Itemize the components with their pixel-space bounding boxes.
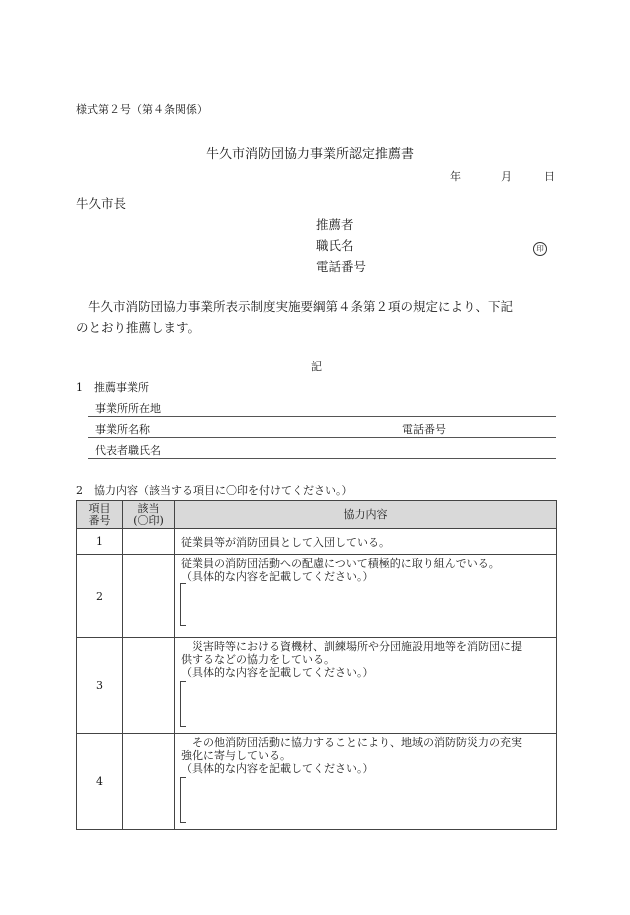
office-address-label: 事業所所在地: [95, 402, 161, 415]
row-number: 4: [77, 734, 123, 830]
table-header-row: [77, 501, 557, 529]
date-year: 年: [450, 170, 461, 183]
representative-label: 代表者職氏名: [95, 444, 161, 457]
row-content-line2: 供するなどの協力をしている。: [181, 653, 335, 666]
detail-bracket: [180, 583, 186, 626]
row-check-cell[interactable]: [123, 734, 175, 830]
office-name-label: 事業所名称: [95, 423, 150, 436]
row-content-line2: 強化に寄与している。: [181, 749, 291, 762]
row-content-line1: 従業員等が消防団員として入団している。: [181, 535, 390, 549]
form-id: 様式第２号（第４条関係）: [76, 103, 208, 116]
header-check: [123, 501, 175, 529]
detail-bracket: [180, 777, 186, 823]
row-content-detail: （具体的な内容を記載してください。）: [181, 666, 374, 679]
row-content-line1: 災害時等における資機材、訓練場所や分団施設用地等を消防団に提: [181, 640, 522, 653]
seal-icon: 印: [533, 242, 547, 256]
row-number: 1: [77, 529, 123, 555]
recommender-heading: 推薦者: [316, 217, 354, 232]
office-phone-label: 電話番号: [402, 423, 446, 436]
row-content-box: [175, 734, 556, 829]
address-rule: [88, 416, 556, 417]
date-day: 日: [544, 170, 555, 183]
table-row: [77, 555, 557, 638]
row-number: 3: [77, 638, 123, 734]
row-content: [175, 555, 557, 638]
row-content-detail: （具体的な内容を記載してください。）: [181, 762, 374, 775]
row-content: [175, 734, 557, 830]
detail-bracket: [180, 681, 186, 727]
date-month: 月: [501, 170, 512, 183]
name-rule: [88, 437, 556, 438]
header-content: 協力内容: [175, 501, 557, 529]
header-item-no-line1: 項目: [88, 501, 111, 515]
seal-mark: [533, 236, 547, 256]
row-content: [175, 529, 557, 555]
row-check-cell[interactable]: [123, 529, 175, 555]
rep-rule: [88, 458, 556, 459]
cooperation-table: [76, 500, 557, 830]
table-row: [77, 734, 557, 830]
table-row: [77, 529, 557, 555]
row-check-cell[interactable]: [123, 638, 175, 734]
row-content-detail: （具体的な内容を記載してください。）: [181, 570, 374, 583]
header-item-no: [77, 501, 123, 529]
body-line-1: 牛久市消防団協力事業所表示制度実施要綱第４条第２項の規定により、下記: [88, 299, 514, 314]
header-item-no-line2: 番号: [88, 513, 111, 527]
row-content-line1: その他消防団活動に協力することにより、地域の消防防災力の充実: [181, 736, 522, 749]
header-check-line1: 該当: [137, 501, 160, 515]
row-number: 2: [77, 555, 123, 638]
row-content-box: [175, 555, 556, 637]
recommender-name-label: 職氏名: [316, 238, 354, 253]
header-check-line2: (〇印): [133, 513, 164, 527]
document-title: 牛久市消防団協力事業所認定推薦書: [206, 147, 415, 162]
row-check-cell[interactable]: [123, 555, 175, 638]
section2-heading: 2 協力内容（該当する項目に〇印を付けてください。）: [76, 484, 353, 497]
row-content: [175, 638, 557, 734]
section1-heading: 1 推薦事業所: [76, 381, 149, 394]
row-content-line1: 従業員の消防団活動への配慮について積極的に取り組んでいる。: [181, 557, 500, 570]
recommender-phone-label: 電話番号: [316, 259, 367, 274]
ki-mark: 記: [311, 360, 322, 373]
addressee: 牛久市長: [76, 196, 127, 211]
table-row: [77, 638, 557, 734]
row-content-box: [175, 638, 556, 733]
body-line-2: のとおり推薦します。: [76, 320, 201, 335]
